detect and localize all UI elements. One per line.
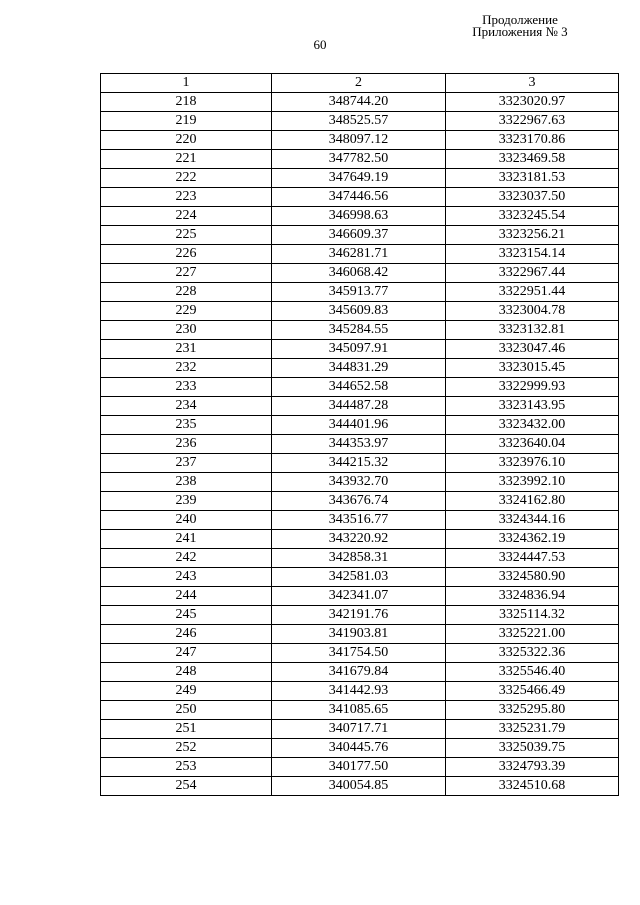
header-row bbox=[101, 74, 619, 93]
table-row bbox=[101, 435, 619, 454]
table-row bbox=[101, 416, 619, 435]
y-coordinate-cell: 3325295.80 bbox=[446, 701, 619, 720]
y-coordinate-cell: 3324447.53 bbox=[446, 549, 619, 568]
table-row bbox=[101, 606, 619, 625]
y-coordinate-cell: 3323469.58 bbox=[446, 150, 619, 169]
y-coordinate-cell: 3325322.36 bbox=[446, 644, 619, 663]
point-number-cell: 250 bbox=[101, 701, 272, 720]
x-coordinate-cell: 348097.12 bbox=[272, 131, 446, 150]
point-number-cell: 242 bbox=[101, 549, 272, 568]
table-row bbox=[101, 150, 619, 169]
x-coordinate-cell: 345284.55 bbox=[272, 321, 446, 340]
table-row bbox=[101, 682, 619, 701]
x-coordinate-cell: 345609.83 bbox=[272, 302, 446, 321]
y-coordinate-cell: 3324362.19 bbox=[446, 530, 619, 549]
table-row bbox=[101, 625, 619, 644]
column-header: 2 bbox=[272, 74, 446, 93]
y-coordinate-cell: 3323181.53 bbox=[446, 169, 619, 188]
point-number-cell: 220 bbox=[101, 131, 272, 150]
y-coordinate-cell: 3323132.81 bbox=[446, 321, 619, 340]
point-number-cell: 253 bbox=[101, 758, 272, 777]
y-coordinate-cell: 3323432.00 bbox=[446, 416, 619, 435]
point-number-cell: 226 bbox=[101, 245, 272, 264]
y-coordinate-cell: 3324344.16 bbox=[446, 511, 619, 530]
table-row bbox=[101, 131, 619, 150]
x-coordinate-cell: 341754.50 bbox=[272, 644, 446, 663]
x-coordinate-cell: 340177.50 bbox=[272, 758, 446, 777]
x-coordinate-cell: 342581.03 bbox=[272, 568, 446, 587]
table-row bbox=[101, 302, 619, 321]
y-coordinate-cell: 3323256.21 bbox=[446, 226, 619, 245]
point-number-cell: 218 bbox=[101, 93, 272, 112]
table-row bbox=[101, 530, 619, 549]
table-row bbox=[101, 492, 619, 511]
point-number-cell: 230 bbox=[101, 321, 272, 340]
table-row bbox=[101, 739, 619, 758]
y-coordinate-cell: 3323976.10 bbox=[446, 454, 619, 473]
point-number-cell: 252 bbox=[101, 739, 272, 758]
point-number-cell: 231 bbox=[101, 340, 272, 359]
y-coordinate-cell: 3323143.95 bbox=[446, 397, 619, 416]
point-number-cell: 251 bbox=[101, 720, 272, 739]
x-coordinate-cell: 348744.20 bbox=[272, 93, 446, 112]
x-coordinate-cell: 345097.91 bbox=[272, 340, 446, 359]
point-number-cell: 223 bbox=[101, 188, 272, 207]
table-row bbox=[101, 511, 619, 530]
x-coordinate-cell: 341085.65 bbox=[272, 701, 446, 720]
point-number-cell: 233 bbox=[101, 378, 272, 397]
x-coordinate-cell: 344401.96 bbox=[272, 416, 446, 435]
continuation-label: Продолжение bbox=[482, 12, 558, 27]
point-number-cell: 224 bbox=[101, 207, 272, 226]
point-number-cell: 247 bbox=[101, 644, 272, 663]
point-number-cell: 229 bbox=[101, 302, 272, 321]
y-coordinate-cell: 3324836.94 bbox=[446, 587, 619, 606]
table-row bbox=[101, 93, 619, 112]
table-row bbox=[101, 397, 619, 416]
table-row bbox=[101, 663, 619, 682]
x-coordinate-cell: 341679.84 bbox=[272, 663, 446, 682]
y-coordinate-cell: 3325231.79 bbox=[446, 720, 619, 739]
y-coordinate-cell: 3323992.10 bbox=[446, 473, 619, 492]
point-number-cell: 248 bbox=[101, 663, 272, 682]
y-coordinate-cell: 3324162.80 bbox=[446, 492, 619, 511]
point-number-cell: 240 bbox=[101, 511, 272, 530]
x-coordinate-cell: 344215.32 bbox=[272, 454, 446, 473]
table-row bbox=[101, 245, 619, 264]
x-coordinate-cell: 343932.70 bbox=[272, 473, 446, 492]
point-number-cell: 225 bbox=[101, 226, 272, 245]
point-number-cell: 237 bbox=[101, 454, 272, 473]
column-header: 3 bbox=[446, 74, 619, 93]
y-coordinate-cell: 3323170.86 bbox=[446, 131, 619, 150]
y-coordinate-cell: 3323047.46 bbox=[446, 340, 619, 359]
x-coordinate-cell: 346998.63 bbox=[272, 207, 446, 226]
table-row bbox=[101, 321, 619, 340]
point-number-cell: 227 bbox=[101, 264, 272, 283]
point-number-cell: 244 bbox=[101, 587, 272, 606]
point-number-cell: 236 bbox=[101, 435, 272, 454]
y-coordinate-cell: 3325114.32 bbox=[446, 606, 619, 625]
table-header bbox=[101, 74, 619, 93]
table-row bbox=[101, 264, 619, 283]
y-coordinate-cell: 3325546.40 bbox=[446, 663, 619, 682]
table-row bbox=[101, 207, 619, 226]
point-number-cell: 254 bbox=[101, 777, 272, 796]
x-coordinate-cell: 343516.77 bbox=[272, 511, 446, 530]
y-coordinate-cell: 3322967.44 bbox=[446, 264, 619, 283]
table-row bbox=[101, 644, 619, 663]
table-row bbox=[101, 112, 619, 131]
x-coordinate-cell: 342858.31 bbox=[272, 549, 446, 568]
column-header: 1 bbox=[101, 74, 272, 93]
table-row bbox=[101, 587, 619, 606]
table-row bbox=[101, 378, 619, 397]
table-row bbox=[101, 169, 619, 188]
y-coordinate-cell: 3324510.68 bbox=[446, 777, 619, 796]
x-coordinate-cell: 341442.93 bbox=[272, 682, 446, 701]
point-number-cell: 232 bbox=[101, 359, 272, 378]
x-coordinate-cell: 344652.58 bbox=[272, 378, 446, 397]
y-coordinate-cell: 3323640.04 bbox=[446, 435, 619, 454]
table-row bbox=[101, 226, 619, 245]
y-coordinate-cell: 3324793.39 bbox=[446, 758, 619, 777]
x-coordinate-cell: 340054.85 bbox=[272, 777, 446, 796]
point-number-cell: 246 bbox=[101, 625, 272, 644]
point-number-cell: 222 bbox=[101, 169, 272, 188]
x-coordinate-cell: 347649.19 bbox=[272, 169, 446, 188]
y-coordinate-cell: 3323020.97 bbox=[446, 93, 619, 112]
table-row bbox=[101, 701, 619, 720]
x-coordinate-cell: 342341.07 bbox=[272, 587, 446, 606]
y-coordinate-cell: 3322951.44 bbox=[446, 283, 619, 302]
x-coordinate-cell: 342191.76 bbox=[272, 606, 446, 625]
x-coordinate-cell: 340445.76 bbox=[272, 739, 446, 758]
table-row bbox=[101, 777, 619, 796]
appendix-continuation-note bbox=[420, 14, 620, 38]
y-coordinate-cell: 3322967.63 bbox=[446, 112, 619, 131]
table-row bbox=[101, 359, 619, 378]
x-coordinate-cell: 348525.57 bbox=[272, 112, 446, 131]
point-number-cell: 234 bbox=[101, 397, 272, 416]
x-coordinate-cell: 343676.74 bbox=[272, 492, 446, 511]
coordinates-table bbox=[100, 73, 619, 796]
x-coordinate-cell: 343220.92 bbox=[272, 530, 446, 549]
y-coordinate-cell: 3322999.93 bbox=[446, 378, 619, 397]
table-row bbox=[101, 340, 619, 359]
x-coordinate-cell: 346281.71 bbox=[272, 245, 446, 264]
y-coordinate-cell: 3323037.50 bbox=[446, 188, 619, 207]
y-coordinate-cell: 3323004.78 bbox=[446, 302, 619, 321]
point-number-cell: 249 bbox=[101, 682, 272, 701]
appendix-label: Приложения № 3 bbox=[472, 24, 568, 39]
point-number-cell: 228 bbox=[101, 283, 272, 302]
table-row bbox=[101, 473, 619, 492]
table-row bbox=[101, 568, 619, 587]
table-row bbox=[101, 454, 619, 473]
y-coordinate-cell: 3325466.49 bbox=[446, 682, 619, 701]
y-coordinate-cell: 3325039.75 bbox=[446, 739, 619, 758]
x-coordinate-cell: 340717.71 bbox=[272, 720, 446, 739]
y-coordinate-cell: 3323245.54 bbox=[446, 207, 619, 226]
point-number-cell: 238 bbox=[101, 473, 272, 492]
point-number-cell: 221 bbox=[101, 150, 272, 169]
x-coordinate-cell: 344353.97 bbox=[272, 435, 446, 454]
table-row bbox=[101, 720, 619, 739]
point-number-cell: 241 bbox=[101, 530, 272, 549]
table-body bbox=[101, 93, 619, 796]
y-coordinate-cell: 3325221.00 bbox=[446, 625, 619, 644]
x-coordinate-cell: 344831.29 bbox=[272, 359, 446, 378]
point-number-cell: 243 bbox=[101, 568, 272, 587]
y-coordinate-cell: 3324580.90 bbox=[446, 568, 619, 587]
point-number-cell: 239 bbox=[101, 492, 272, 511]
x-coordinate-cell: 345913.77 bbox=[272, 283, 446, 302]
x-coordinate-cell: 346609.37 bbox=[272, 226, 446, 245]
x-coordinate-cell: 346068.42 bbox=[272, 264, 446, 283]
point-number-cell: 235 bbox=[101, 416, 272, 435]
table-row bbox=[101, 549, 619, 568]
point-number-cell: 245 bbox=[101, 606, 272, 625]
x-coordinate-cell: 341903.81 bbox=[272, 625, 446, 644]
table-row bbox=[101, 283, 619, 302]
y-coordinate-cell: 3323154.14 bbox=[446, 245, 619, 264]
x-coordinate-cell: 344487.28 bbox=[272, 397, 446, 416]
table-row bbox=[101, 188, 619, 207]
y-coordinate-cell: 3323015.45 bbox=[446, 359, 619, 378]
page-number: 60 bbox=[313, 37, 327, 52]
point-number-cell: 219 bbox=[101, 112, 272, 131]
table-row bbox=[101, 758, 619, 777]
x-coordinate-cell: 347446.56 bbox=[272, 188, 446, 207]
x-coordinate-cell: 347782.50 bbox=[272, 150, 446, 169]
